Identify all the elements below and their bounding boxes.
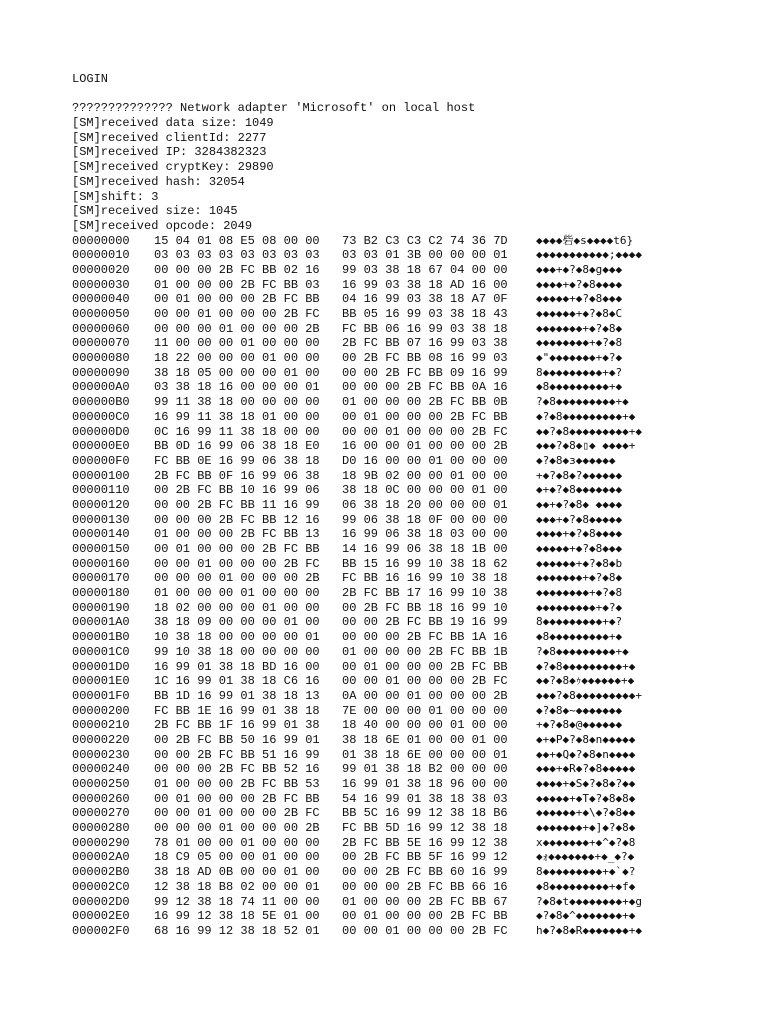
hex-row [72,850,732,865]
hex-row [72,674,732,689]
hex-offset: 00000110 [72,483,130,498]
ascii-text: +◆?◆8◆@◆◆◆◆◆◆ [536,718,623,732]
hex-offset: 000001B0 [72,630,130,645]
hex-offset: 00000250 [72,777,130,791]
hex-bytes-right: 16 99 01 38 18 96 00 00 [342,777,508,791]
hex-offset: 000001C0 [72,644,130,659]
ascii-text: ◆◆◆◆◆+◆?◆8◆◆◆ [536,292,623,306]
ascii-text: ◆◆+◆?◆8◆ ◆◆◆◆ [536,497,623,511]
ascii-text: ◆8◆◆◆◆◆◆◆◆◆+◆f◆ [536,879,636,893]
hex-offset: 00000030 [72,277,130,292]
hex-row [72,322,732,337]
hex-row [72,527,732,542]
ascii-text: ◆◆◆◆+◆?◆8◆◆◆◆ [536,277,623,291]
hex-offset: 000000E0 [72,439,130,454]
hex-bytes-left: 01 00 00 00 2B FC BB 13 [154,527,320,542]
ascii-text: h◆?◆8◆R◆◆◆◆◆◆◆+◆ [536,923,642,937]
ascii-text: ◆◆◆◆+◆S◆?◆8◆?◆◆ [536,777,636,790]
hex-bytes-left: 18 22 00 00 00 01 00 00 [154,351,320,366]
hex-bytes-right: 00 01 00 00 00 2B FC BB [342,659,508,674]
hex-offset: 00000100 [72,468,130,483]
hex-bytes-right: 99 01 38 18 B2 00 00 00 [342,762,508,777]
hex-bytes-left: 00 00 00 2B FC BB 12 16 [154,512,320,527]
hex-bytes-right: 00 00 2B FC BB 19 16 99 [342,615,508,630]
hex-offset: 00000280 [72,821,130,836]
hex-offset: 00000210 [72,718,130,733]
hex-bytes-right: 01 00 00 00 2B FC BB 0B [342,395,508,410]
hex-offset: 00000080 [72,351,130,366]
hex-row [72,410,732,425]
hex-bytes-right: 00 00 00 2B FC BB 66 16 [342,879,508,894]
ascii-text: ◆◆◆◆◆◆◆◆◆◆◆;◆◆◆◆ [536,248,642,262]
hex-bytes-right: 00 2B FC BB 18 16 99 10 [342,600,508,615]
hex-row [72,689,732,704]
hex-row [72,248,732,263]
log-line: [SM]received clientId: 2277 [72,130,267,145]
hex-offset: 00000170 [72,571,130,586]
hex-bytes-left: BB 0D 16 99 06 38 18 E0 [154,439,320,454]
hex-bytes-right: FC BB 16 16 99 10 38 18 [342,571,508,586]
ascii-text: 8◆◆◆◆◆◆◆◆◆+◆? [536,365,623,379]
hex-offset: 00000160 [72,556,130,571]
hex-bytes-left: 2B FC BB 1F 16 99 01 38 [154,718,320,733]
hex-bytes-right: 03 03 01 3B 00 00 00 01 [342,248,508,263]
hex-bytes-left: 99 12 38 18 74 11 00 00 [154,894,320,909]
hex-bytes-left: 00 01 00 00 00 2B FC BB [154,542,320,556]
hex-bytes-right: 00 00 2B FC BB 60 16 99 [342,865,508,880]
hex-bytes-left: 12 38 18 B8 02 00 00 01 [154,879,320,894]
ascii-text: ◆◆?◆8◆ｩ◆◆◆◆◆◆+◆ [536,674,635,688]
hex-row [72,704,732,719]
hex-bytes-right: D0 16 00 00 01 00 00 00 [342,453,508,468]
hex-bytes-right: 2B FC BB 5E 16 99 12 38 [342,835,508,850]
hex-bytes-right: 99 03 38 18 67 04 00 00 [342,262,508,277]
ascii-text: ◆?◆8◆~◆◆◆◆◆◆◆ [536,703,623,717]
ascii-text: ◆◆◆◆◆◆+◆?◆8◆b [536,556,623,570]
ascii-text: ◆◆◆◆◆+◆?◆8◆◆◆ [536,542,623,555]
hex-offset: 00000070 [72,336,130,351]
ascii-text: ◆◆◆?◆8◆◆◆◆◆◆◆◆◆+ [536,688,642,702]
hex-row [72,748,732,763]
log-line: ?????????????? Network adapter 'Microsoft' on local host [72,101,476,116]
hex-bytes-left: 00 00 00 2B FC BB 02 16 [154,262,320,277]
hex-bytes-left: 38 18 AD 0B 00 00 01 00 [154,865,320,880]
hex-offset: 000001F0 [72,688,130,703]
hex-row [72,557,732,572]
hex-offset: 00000090 [72,365,130,380]
ascii-text: ◆◆◆◆◆+◆T◆?◆8◆8◆ [536,791,636,805]
ascii-text: ◆◆◆◆◆◆◆+◆?◆8◆ [536,321,623,335]
hex-row [72,630,732,645]
hex-bytes-left: FC BB 1E 16 99 01 38 18 [154,703,320,718]
hex-bytes-left: 15 04 01 08 E5 08 00 00 [154,233,320,248]
ascii-text: 8◆◆◆◆◆◆◆◆◆+◆? [536,615,623,629]
hex-bytes-left: 00 00 00 01 00 00 00 2B [154,321,320,336]
hex-offset: 000000D0 [72,424,130,439]
ascii-text: ◆◆◆+◆R◆?◆8◆◆◆◆◆ [536,762,636,776]
hex-bytes-left: 00 00 2B FC BB 11 16 99 [154,497,320,512]
ascii-text: ◆◆◆+◆?◆8◆◆◆◆◆ [536,512,623,526]
hex-bytes-right: 00 01 00 00 00 2B FC BB [342,909,508,924]
hex-offset: 00000060 [72,321,130,336]
log-line: [SM]received cryptKey: 29890 [72,160,274,175]
log-line: [SM]received data size: 1049 [72,116,274,131]
page-title: LOGIN [72,72,109,86]
hex-offset: 000000B0 [72,395,130,410]
ascii-text: ◆"◆◆◆◆◆◆◆+◆?◆ [536,351,623,365]
ascii-text: ◆?◆8◆^◆◆◆◆◆◆◆+◆ [536,909,636,923]
hex-row [72,498,732,513]
ascii-text: ◆◆◆◆◆◆◆◆◆+◆?◆ [536,600,623,614]
hex-bytes-left: 18 C9 05 00 00 01 00 00 [154,850,320,865]
hex-offset: 000001D0 [72,659,130,674]
ascii-text: ◆◆+◆Q◆?◆8◆n◆◆◆◆ [536,747,636,761]
hex-offset: 00000050 [72,307,130,321]
hex-bytes-left: 0C 16 99 11 38 18 00 00 [154,424,320,439]
hex-bytes-left: 10 38 18 00 00 00 00 01 [154,630,320,645]
hex-bytes-right: BB 5C 16 99 12 38 18 B6 [342,806,508,821]
hex-bytes-right: 18 40 00 00 00 01 00 00 [342,718,508,733]
hex-row [72,836,732,851]
hex-bytes-right: 2B FC BB 07 16 99 03 38 [342,336,508,351]
ascii-text: ◆◆◆+◆?◆8◆g◆◆◆ [536,262,623,276]
hex-bytes-right: FC BB 5D 16 99 12 38 18 [342,821,508,836]
hex-row [72,351,732,366]
hex-row [72,336,732,351]
hex-bytes-left: 00 00 01 00 00 00 2B FC [154,806,320,821]
hex-row [72,307,732,322]
hex-bytes-right: 01 38 18 6E 00 00 00 01 [342,747,508,762]
hex-row [72,586,732,601]
hex-bytes-left: 16 99 01 38 18 BD 16 00 [154,659,320,674]
ascii-text: +◆?◆8◆?◆◆◆◆◆◆ [536,468,623,482]
hex-offset: 000002E0 [72,909,130,924]
hex-offset: 000000F0 [72,453,130,468]
log-line: [SM]received hash: 32054 [72,174,245,189]
hex-bytes-left: 00 01 00 00 00 2B FC BB [154,292,320,307]
hex-row [72,762,732,777]
hex-offset: 000002D0 [72,894,130,909]
log-document [72,72,732,939]
hex-bytes-left: 03 03 03 03 03 03 03 03 [154,248,320,263]
ascii-text: ◆◆◆◆◆◆+◆\◆?◆8◆◆ [536,806,636,820]
hex-bytes-right: 06 38 18 20 00 00 00 01 [342,497,508,512]
hex-offset: 000000A0 [72,380,130,395]
hex-bytes-left: 16 99 12 38 18 5E 01 00 [154,909,320,924]
hex-offset: 00000020 [72,262,130,277]
ascii-text: ◆?◆8◆◆◆◆◆◆◆◆◆+◆ [536,659,636,673]
ascii-text: 8◆◆◆◆◆◆◆◆◆+◆`◆? [536,865,636,879]
hex-offset: 000002F0 [72,923,130,938]
hex-bytes-left: 00 2B FC BB 50 16 99 01 [154,732,320,747]
hex-offset: 000001A0 [72,615,130,630]
hex-row [72,513,732,528]
hex-bytes-right: BB 05 16 99 03 38 18 43 [342,307,508,321]
hex-row [72,278,732,293]
hex-bytes-left: 38 18 09 00 00 00 01 00 [154,615,320,630]
hex-row [72,542,732,557]
hex-row [72,425,732,440]
hex-bytes-right: 54 16 99 01 38 18 38 03 [342,791,508,806]
hex-offset: 00000240 [72,762,130,777]
hex-row [72,469,732,484]
hex-offset: 00000120 [72,497,130,512]
hex-bytes-right: 2B FC BB 17 16 99 10 38 [342,586,508,601]
hex-bytes-left: 00 00 01 00 00 00 2B FC [154,307,320,321]
hex-row [72,865,732,880]
hex-bytes-left: 00 00 00 01 00 00 00 2B [154,571,320,586]
hex-bytes-right: 38 18 0C 00 00 00 01 00 [342,483,508,498]
ascii-text: ◆8◆◆◆◆◆◆◆◆◆+◆ [536,380,623,394]
hex-offset: 00000040 [72,292,130,307]
hex-bytes-right: 0A 00 00 01 00 00 00 2B [342,688,508,703]
log-line: [SM]received IP: 3284382323 [72,145,267,160]
log-line: [SM]received opcode: 2049 [72,218,253,233]
hex-row [72,292,732,307]
ascii-text: ◆ｫ◆◆◆◆◆◆◆+◆_◆?◆ [536,850,635,864]
hex-bytes-right: 7E 00 00 00 01 00 00 00 [342,703,508,718]
hex-bytes-left: 00 2B FC BB 10 16 99 06 [154,483,320,498]
hex-bytes-left: 99 11 38 18 00 00 00 00 [154,395,320,410]
hex-row [72,880,732,895]
hex-bytes-right: 00 2B FC BB 5F 16 99 12 [342,850,508,865]
hex-offset: 000001E0 [72,674,130,689]
hex-bytes-right: 00 00 01 00 00 00 2B FC [342,674,508,689]
hex-bytes-right: 16 00 00 01 00 00 00 2B [342,439,508,454]
hex-offset: 00000180 [72,586,130,601]
hex-bytes-right: 01 00 00 00 2B FC BB 1B [342,644,508,659]
ascii-text: ◆◆◆◆◆◆◆+◆?◆8◆ [536,571,623,585]
hex-row [72,263,732,278]
hex-offset: 000002B0 [72,865,130,880]
ascii-text: ◆◆◆?◆8◆▯◆ ◆◆◆◆+ [536,439,636,453]
hex-offset: 00000290 [72,835,130,850]
hex-offset: 00000140 [72,527,130,542]
hex-offset: 00000010 [72,248,130,263]
hex-bytes-right: 16 99 06 38 18 03 00 00 [342,527,508,542]
log-lines [72,101,732,233]
hex-bytes-right: 16 99 03 38 18 AD 16 00 [342,277,508,292]
hex-bytes-right: 00 01 00 00 00 2B FC BB [342,409,508,424]
hex-bytes-left: 01 00 00 00 01 00 00 00 [154,586,320,601]
hex-offset: 00000230 [72,747,130,762]
hex-bytes-left: 18 02 00 00 00 01 00 00 [154,600,320,615]
hex-bytes-left: 99 10 38 18 00 00 00 00 [154,644,320,659]
ascii-text: ◆◆◆◆◆◆◆◆+◆?◆8 [536,336,623,350]
hex-bytes-left: 01 00 00 00 2B FC BB 03 [154,277,320,292]
ascii-text: ◆◆◆◆砦◆s◆◆◆◆t6} [536,233,634,247]
hex-row [72,777,732,792]
hex-row [72,454,732,469]
hex-bytes-left: 1C 16 99 01 38 18 C6 16 [154,674,320,689]
hex-row [72,806,732,821]
hex-offset: 000000C0 [72,409,130,424]
hex-bytes-right: 18 9B 02 00 00 01 00 00 [342,468,508,483]
hex-bytes-right: 00 00 01 00 00 00 2B FC [342,923,508,938]
hex-bytes-left: 00 00 01 00 00 00 2B FC [154,556,320,571]
hex-bytes-right: 00 00 00 2B FC BB 0A 16 [342,380,508,395]
ascii-text: ◆◆?◆8◆◆◆◆◆◆◆◆◆+◆ [536,424,642,438]
hex-row [72,366,732,381]
hex-bytes-left: FC BB 0E 16 99 06 38 18 [154,453,320,468]
ascii-text: ?◆8◆◆◆◆◆◆◆◆◆+◆ [536,644,629,658]
ascii-text: ◆◆◆◆◆◆+◆?◆8◆C [536,307,623,320]
hex-bytes-right: 73 B2 C3 C3 C2 74 36 7D [342,233,508,248]
hex-row [72,792,732,807]
hex-dump [72,234,732,939]
ascii-text: ◆?◆8◆◆◆◆◆◆◆◆◆+◆ [536,409,636,423]
hex-offset: 00000220 [72,732,130,747]
hex-offset: 000002A0 [72,850,130,865]
ascii-text: ◆?◆8◆з◆◆◆◆◆◆ [536,453,616,467]
hex-row [72,395,732,410]
ascii-text: ◆◆◆◆◆◆◆+◆]◆?◆8◆ [536,821,636,835]
hex-bytes-left: 38 18 05 00 00 00 01 00 [154,365,320,380]
hex-offset: 00000000 [72,233,130,248]
hex-offset: 00000150 [72,542,130,556]
hex-row [72,571,732,586]
log-line: [SM]received size: 1045 [72,204,238,219]
hex-bytes-left: 11 00 00 00 01 00 00 00 [154,336,320,351]
ascii-text: ?◆8◆◆◆◆◆◆◆◆◆+◆ [536,395,629,409]
ascii-text: ◆+◆?◆8◆◆◆◆◆◆◆ [536,483,623,497]
hex-bytes-right: 04 16 99 03 38 18 A7 0F [342,292,508,307]
hex-bytes-right: 00 00 2B FC BB 09 16 99 [342,365,508,380]
blank-line [72,87,732,102]
ascii-text: ◆◆◆◆◆◆◆◆+◆?◆8 [536,586,623,600]
hex-bytes-left: 16 99 11 38 18 01 00 00 [154,409,320,424]
hex-row [72,895,732,910]
hex-bytes-left: 68 16 99 12 38 18 52 01 [154,923,320,938]
hex-bytes-right: 00 2B FC BB 08 16 99 03 [342,351,508,366]
ascii-text: ◆8◆◆◆◆◆◆◆◆◆+◆ [536,630,623,644]
hex-bytes-left: 2B FC BB 0F 16 99 06 38 [154,468,320,483]
ascii-text: ◆◆◆◆+◆?◆8◆◆◆◆ [536,527,623,541]
hex-offset: 00000260 [72,791,130,806]
hex-row [72,909,732,924]
hex-bytes-left: 78 01 00 00 01 00 00 00 [154,835,320,850]
hex-row [72,645,732,660]
log-line: [SM]shift: 3 [72,189,159,204]
hex-row [72,483,732,498]
hex-bytes-right: 14 16 99 06 38 18 1B 00 [342,542,508,556]
hex-bytes-left: BB 1D 16 99 01 38 18 13 [154,688,320,703]
hex-row [72,439,732,454]
hex-bytes-right: 99 06 38 18 0F 00 00 00 [342,512,508,527]
hex-row [72,615,732,630]
hex-row [72,660,732,675]
hex-offset: 00000270 [72,806,130,821]
hex-bytes-right: FC BB 06 16 99 03 38 18 [342,321,508,336]
hex-bytes-right: 01 00 00 00 2B FC BB 67 [342,894,508,909]
hex-offset: 00000200 [72,703,130,718]
hex-offset: 00000190 [72,600,130,615]
hex-bytes-left: 03 38 18 16 00 00 00 01 [154,380,320,395]
ascii-text: ◆+◆P◆?◆8◆n◆◆◆◆◆ [536,732,636,746]
hex-bytes-left: 01 00 00 00 2B FC BB 53 [154,777,320,791]
hex-row [72,821,732,836]
hex-bytes-right: 00 00 00 2B FC BB 1A 16 [342,630,508,645]
hex-bytes-left: 00 00 2B FC BB 51 16 99 [154,747,320,762]
ascii-text: x◆◆◆◆◆◆◆+◆^◆?◆8 [536,835,636,849]
hex-offset: 00000130 [72,512,130,527]
hex-row [72,601,732,616]
hex-row [72,718,732,733]
hex-offset: 000002C0 [72,879,130,894]
hex-bytes-left: 00 00 00 2B FC BB 52 16 [154,762,320,777]
hex-row [72,924,732,939]
hex-row [72,380,732,395]
ascii-text: ?◆8◆t◆◆◆◆◆◆◆◆+◆g [536,894,642,908]
hex-bytes-right: 00 00 01 00 00 00 2B FC [342,424,508,439]
hex-bytes-left: 00 00 00 01 00 00 00 2B [154,821,320,836]
hex-row [72,733,732,748]
hex-bytes-left: 00 01 00 00 00 2B FC BB [154,791,320,806]
hex-row [72,234,732,249]
hex-bytes-right: BB 15 16 99 10 38 18 62 [342,556,508,571]
hex-bytes-right: 38 18 6E 01 00 00 01 00 [342,732,508,747]
